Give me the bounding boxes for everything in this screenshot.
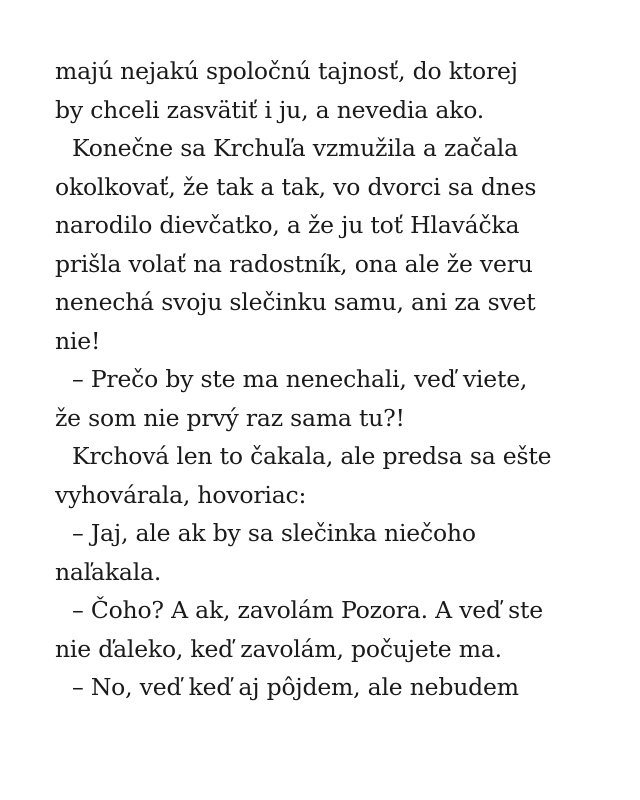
text-line: že som nie prvý raz sama tu?! [55,403,405,432]
book-page-text [55,52,615,707]
text-line: nie! [55,326,101,355]
text-line: – Prečo by ste ma nenechali, veď viete, [72,365,528,393]
text-line: Konečne sa Krchuľa vzmužila a začala [72,134,518,162]
text-line: Krchová len to čakala, ale predsa sa ešte [72,442,552,470]
text-line: okolkovať, že tak a tak, vo dvorci sa dnes [55,172,537,201]
text-line: vyhovárala, hovoriac: [55,480,307,509]
text-line: nenechá svoju slečinku samu, ani za svet [55,288,536,316]
text-line: nie ďaleko, keď zavolám, počujete ma. [55,634,502,663]
text-line: narodilo dievčatko, a že ju toť Hlaváčka [55,211,520,239]
text-line: – Čoho? A ak, zavolám Pozora. A veď ste [72,596,543,624]
text-line: prišla volať na radostník, ona ale že veru [55,249,533,278]
text-line: naľakala. [55,557,162,586]
text-line: majú nejakú spoločnú tajnosť, do ktorej [55,57,518,85]
text-line: by chceli zasvätiť i ju, a nevedia ako. [55,95,485,124]
text-line: – Jaj, ale ak by sa slečinka niečoho [72,519,476,547]
text-line: – No, veď keď aj pôjdem, ale nebudem [72,673,519,701]
